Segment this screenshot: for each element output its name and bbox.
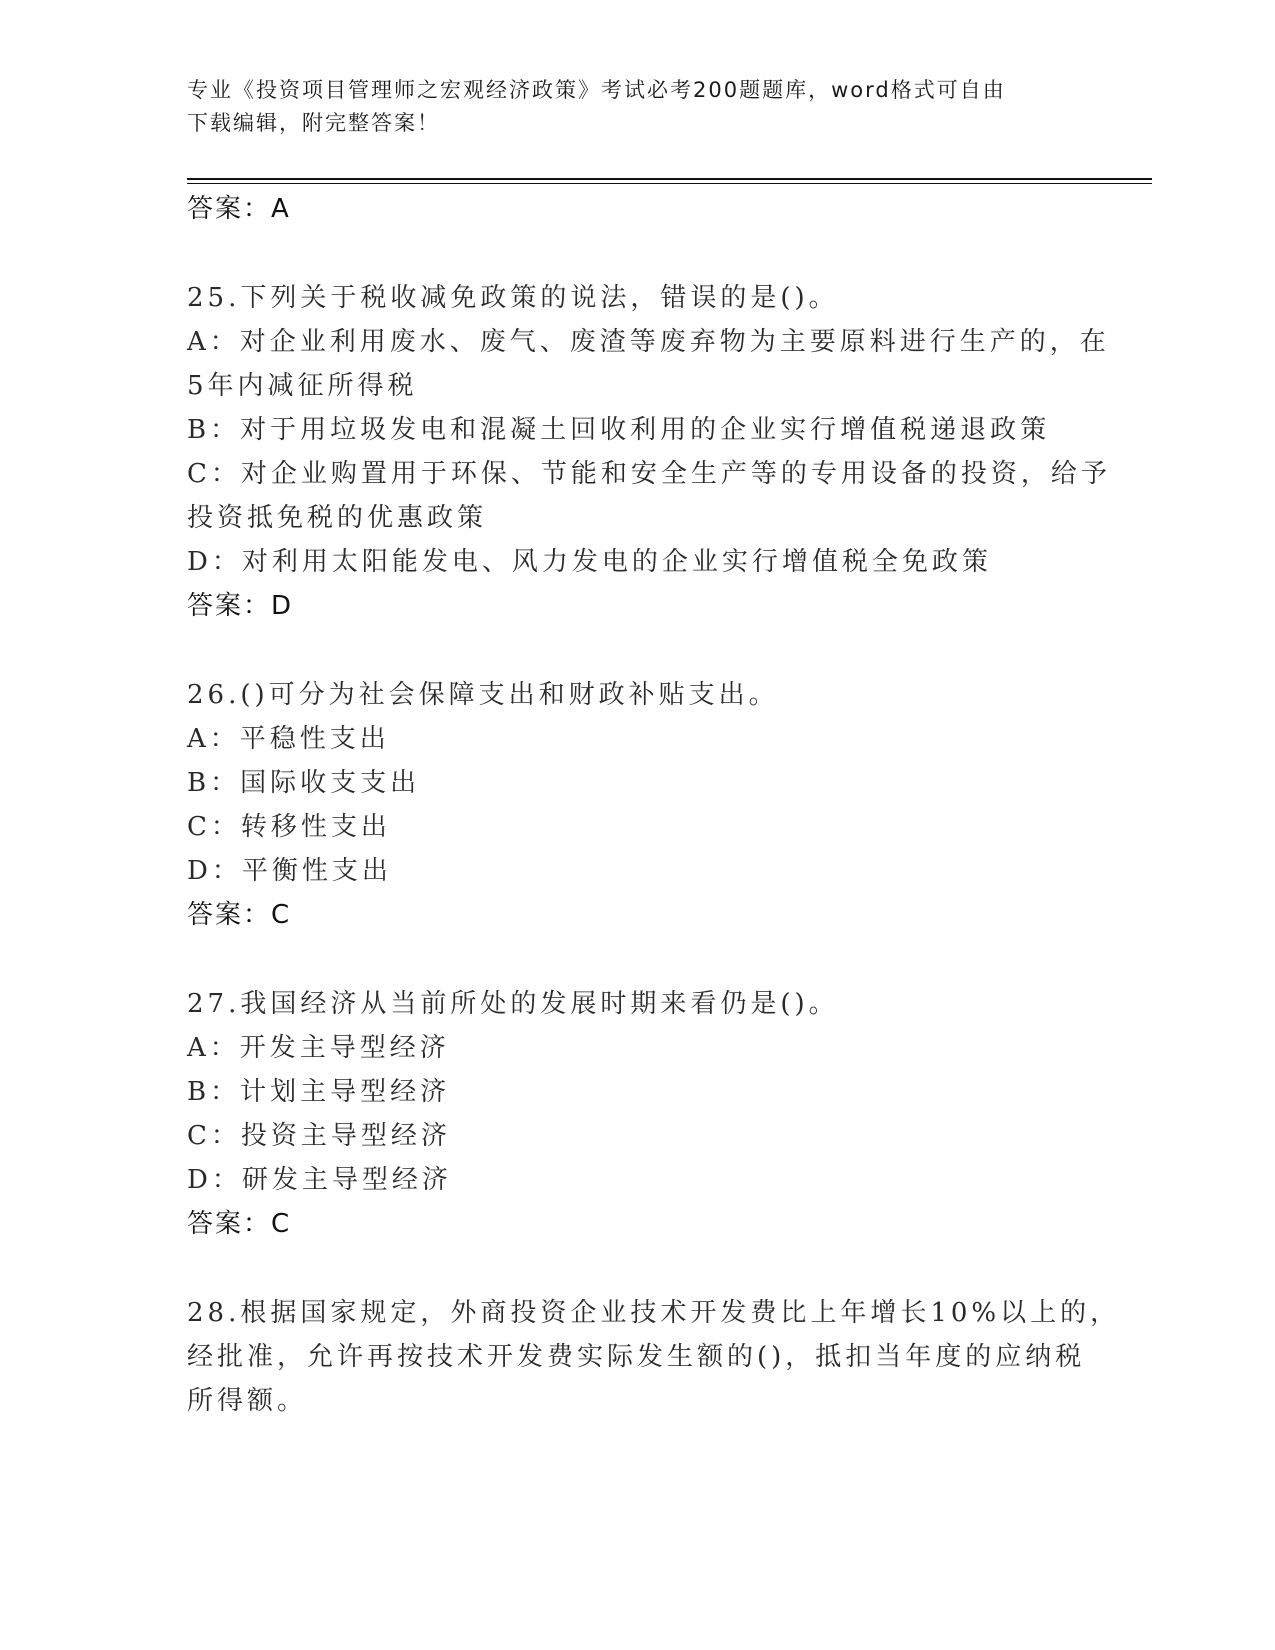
q25-stem: 25.下列关于税收减免政策的说法，错误的是()。 <box>187 283 839 313</box>
q25-option-a-line1: A：对企业利用废水、废气、废渣等废弃物为主要原料进行生产的，在 <box>187 327 1110 357</box>
q26-answer: 答案：C <box>187 900 292 930</box>
q26-option-c: C：转移性支出 <box>187 812 391 842</box>
header-divider-thin <box>187 183 1152 184</box>
header-divider-thick <box>187 178 1152 180</box>
q28-stem-line3: 所得额。 <box>187 1386 308 1416</box>
q27-answer: 答案：C <box>187 1209 292 1239</box>
header-line-1: 专业《投资项目管理师之宏观经济政策》考试必考200题题库，word格式可自由 <box>187 78 1006 102</box>
q28-stem-line2: 经批准，允许再按技术开发费实际发生额的()，抵扣当年度的应纳税 <box>187 1342 1086 1372</box>
q26-option-b: B：国际收支支出 <box>187 768 421 798</box>
q25-option-c-line1: C：对企业购置用于环保、节能和安全生产等的专用设备的投资，给予 <box>187 459 1111 489</box>
q28-stem-line1: 28.根据国家规定，外商投资企业技术开发费比上年增长10%以上的， <box>187 1298 1121 1328</box>
header-line-2: 下载编辑，附完整答案！ <box>187 111 440 135</box>
q27-option-b: B：计划主导型经济 <box>187 1077 451 1107</box>
q27-option-a: A：开发主导型经济 <box>187 1033 450 1063</box>
document-header <box>187 74 1087 140</box>
q26-option-d: D：平衡性支出 <box>187 856 392 886</box>
q25-option-b: B：对于用垃圾发电和混凝土回收利用的企业实行增值税递退政策 <box>187 415 1051 445</box>
answer-prev: 答案：A <box>187 194 291 224</box>
q27-stem: 27.我国经济从当前所处的发展时期来看仍是()。 <box>187 989 839 1019</box>
q25-answer: 答案：D <box>187 591 294 621</box>
q27-option-c: C：投资主导型经济 <box>187 1121 451 1151</box>
q25-option-c-line2: 投资抵免税的优惠政策 <box>187 503 488 533</box>
q27-option-d: D：研发主导型经济 <box>187 1165 452 1195</box>
q25-option-a-line2: 5年内减征所得税 <box>187 371 418 401</box>
q25-option-d: D：对利用太阳能发电、风力发电的企业实行增值税全免政策 <box>187 547 992 577</box>
q26-stem: 26.()可分为社会保障支出和财政补贴支出。 <box>187 680 779 710</box>
q26-option-a: A：平稳性支出 <box>187 724 390 754</box>
